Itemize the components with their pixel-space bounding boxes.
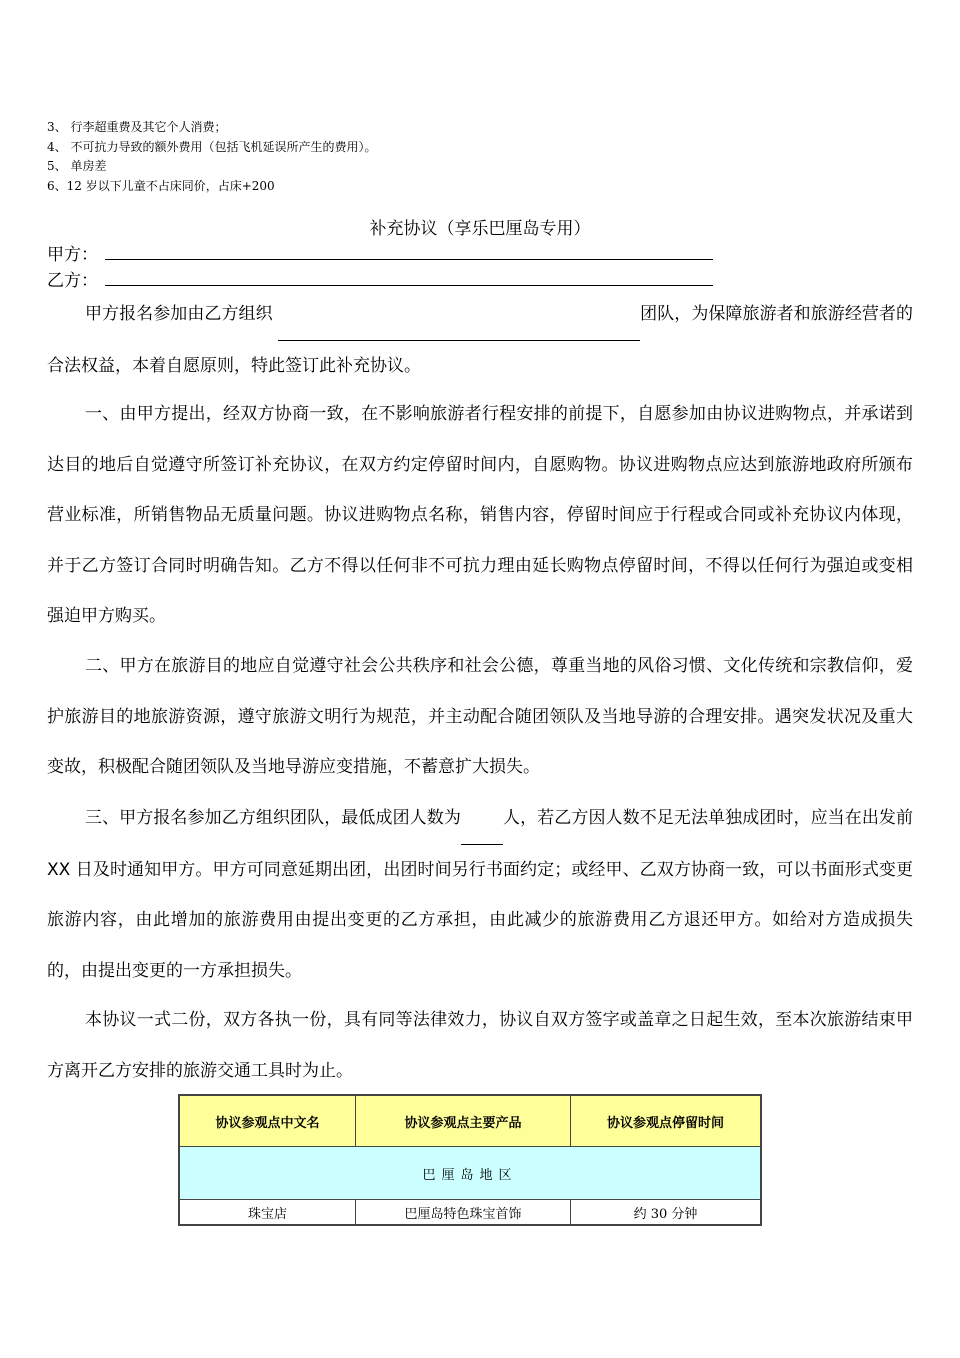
site-name-cell: 珠宝店 xyxy=(179,1200,356,1226)
fee-item-5: 5、 单房差 xyxy=(47,159,107,173)
party-b-label: 乙方： xyxy=(47,271,98,291)
agreement-title: 补充协议（享乐巴厘岛专用） xyxy=(369,219,591,239)
party-a-signature-line[interactable] xyxy=(105,259,713,260)
closing-paragraph: 本协议一式二份，双方各执一份，具有同等法律效力，协议自双方签字或盖章之日起生效，至本次旅游结束甲方离开乙方安排的旅游交通工具时为止。 xyxy=(47,1010,913,1081)
fee-item-4: 4、 不可抗力导致的额外费用（包括飞机延误所产生的费用）。 xyxy=(47,140,377,154)
clause-2: 二、甲方在旅游目的地应自觉遵守社会公共秩序和社会公德，尊重当地的风俗习惯、文化传统和宗教信仰，爱护旅游目的地旅游资源，遵守旅游文明行为规范，并主动配合随团领队及当地导游的合理安排。遇突发状况及重大变故，积极配合随团领队及当地导游应变措施，不蓄意扩大损失。 xyxy=(47,656,913,777)
header-main-products: 协议参观点主要产品 xyxy=(356,1095,571,1147)
site-stay-time-cell: 约 30 分钟 xyxy=(571,1200,762,1226)
clause-1: 一、由甲方提出，经双方协商一致，在不影响旅游者行程安排的前提下，自愿参加由协议进购物点，并承诺到达目的地后自觉遵守所签订补充协议，在双方约定停留时间内，自愿购物。协议进购物点应达到旅游地政府所颁布营业标准，所销售物品无质量问题。协议进购物点名称，销售内容，停留时间应于行程或合同或补充协议内体现，并于乙方签订合同时明确告知。乙方不得以任何非不可抗力理由延长购物点停留时间，不得以任何行为强迫或变相强迫甲方购买。 xyxy=(47,404,913,626)
clause-3-after: 人，若乙方因人数不足无法单独成团时，应当在出发前 XX 日及时通知甲方。甲方可同意延期出团，出团时间另行书面约定；或经甲、乙双方协商一致，可以书面形式变更旅游内容，由此增加的旅游费用由提出变更的乙方承担，由此减少的旅游费用乙方退还甲方。如给对方造成损失的，由提出变更的一方承担损失。 xyxy=(47,808,914,981)
fee-item-6: 6、12 岁以下儿童不占床同价，占床+200 xyxy=(47,179,275,193)
intro-text-after: 团队，为保障旅游者和旅游经营者的合法权益，本着自愿原则，特此签订此补充协议。 xyxy=(47,304,914,376)
fee-item-3: 3、 行李超重费及其它个人消费； xyxy=(47,120,227,134)
clause-3-before: 三、甲方报名参加乙方组织团队，最低成团人数为 xyxy=(85,808,461,828)
table-row xyxy=(179,1200,761,1226)
party-b-signature-line[interactable] xyxy=(105,285,713,286)
header-site-name: 协议参观点中文名 xyxy=(179,1095,356,1147)
min-group-size-blank[interactable] xyxy=(461,793,503,845)
site-products-cell: 巴厘岛特色珠宝首饰 xyxy=(356,1200,571,1226)
party-a-label: 甲方： xyxy=(47,245,98,265)
header-stay-time: 协议参观点停留时间 xyxy=(571,1095,762,1147)
intro-text-before: 甲方报名参加由乙方组织 xyxy=(85,304,279,324)
table-region-row xyxy=(179,1147,761,1200)
tour-group-blank[interactable] xyxy=(278,289,640,341)
region-label: 巴厘岛地区 xyxy=(179,1147,761,1200)
table-header-row xyxy=(179,1095,761,1147)
clause-3 xyxy=(47,793,913,996)
intro-paragraph xyxy=(47,289,913,391)
shopping-sites-table xyxy=(178,1094,762,1226)
